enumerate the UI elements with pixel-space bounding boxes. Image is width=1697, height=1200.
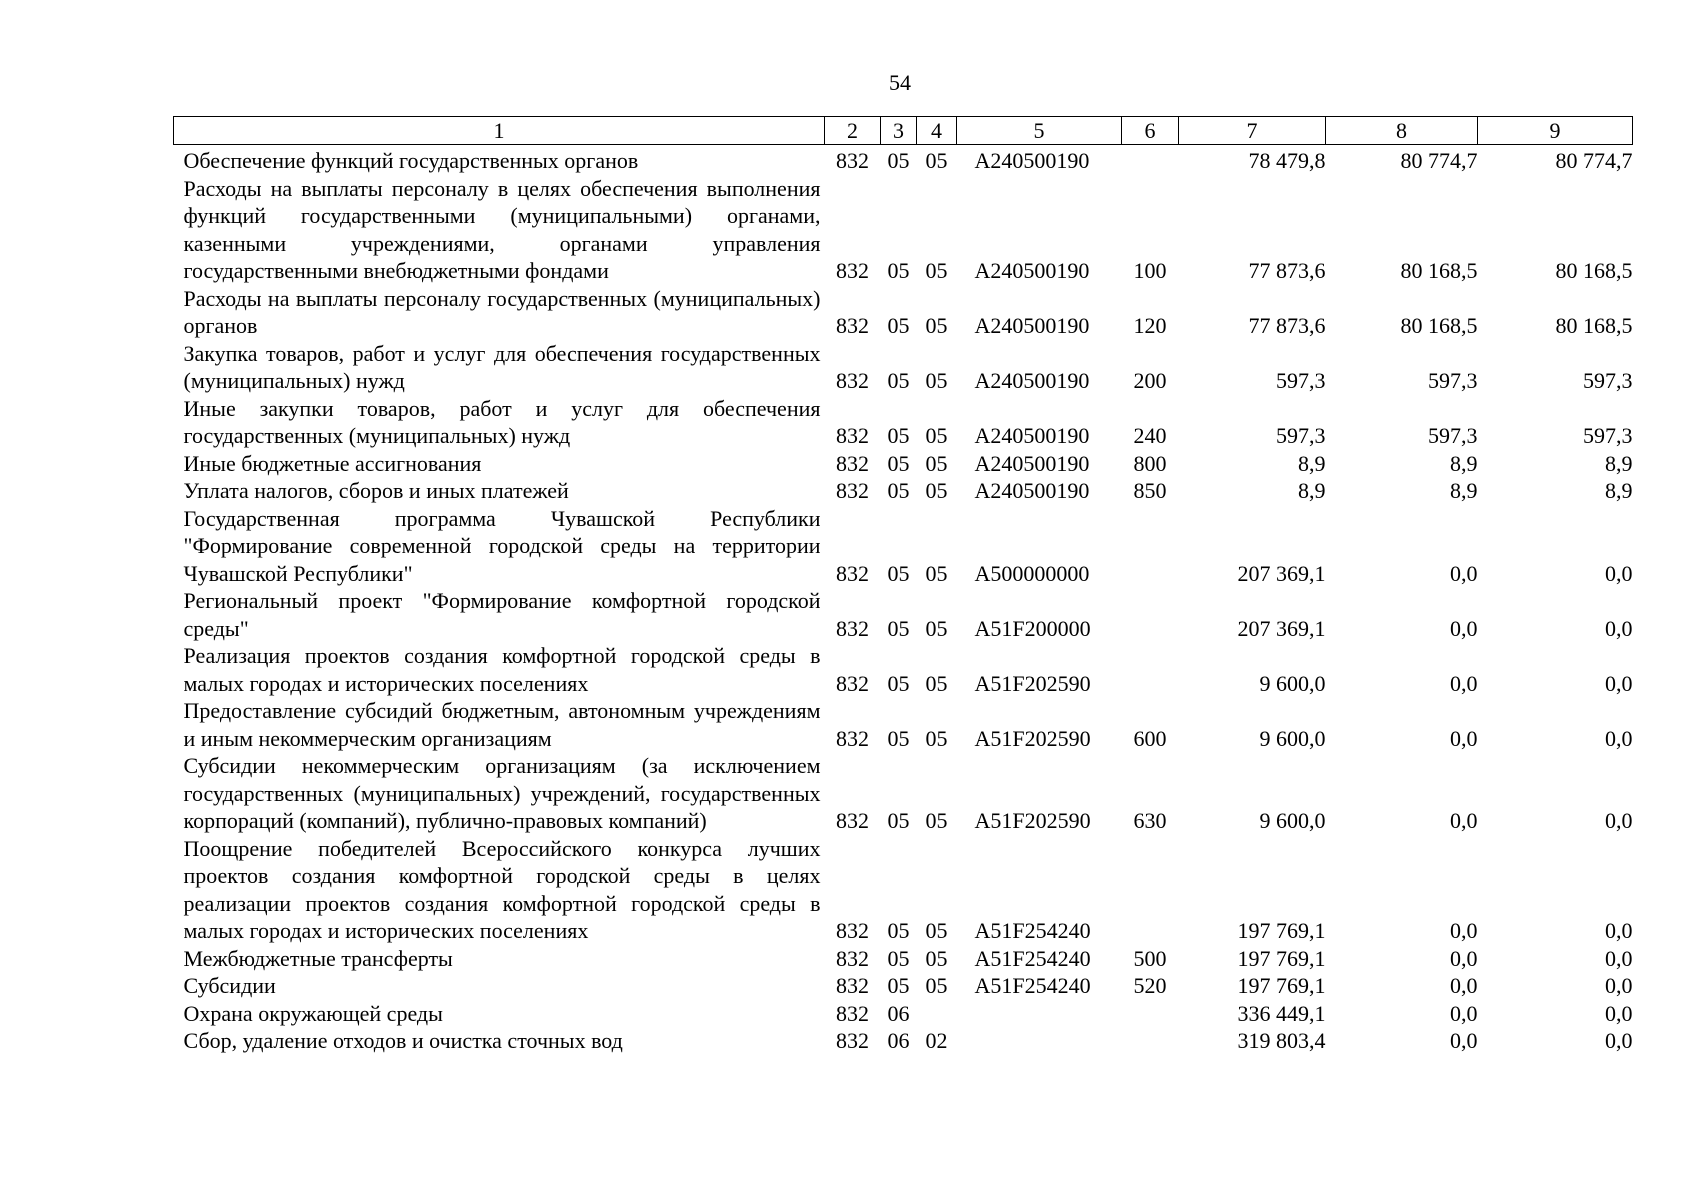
- row-amount-col7: 336 449,1: [1237, 1000, 1326, 1026]
- row-amount-col8: 8,9: [1450, 478, 1478, 503]
- row-amount-col9: 0,0: [1605, 670, 1633, 696]
- row-target-article: [957, 1000, 1122, 1028]
- row-admin-code: 832: [836, 945, 869, 971]
- row-subsection: 05: [925, 478, 948, 503]
- column-header-5: 5: [957, 117, 1122, 145]
- row-expense-type: [1122, 505, 1179, 588]
- row-name: Закупка товаров, работ и услуг для обеспечения государственных (муниципальных) нужд: [183, 340, 821, 393]
- row-amount-col8: 80 774,7: [1400, 148, 1478, 173]
- row-target-article: А51F254240: [974, 918, 1091, 943]
- row-expense-type: 200: [1133, 368, 1167, 393]
- row-subsection: 05: [925, 560, 948, 586]
- row-admin-code: 832: [836, 1000, 869, 1026]
- row-subsection: 02: [925, 1028, 948, 1053]
- row-amount-col8: 597,3: [1428, 423, 1478, 448]
- row-amount-col7: 197 769,1: [1237, 918, 1326, 943]
- row-subsection: 05: [925, 615, 948, 641]
- table-row: [174, 587, 1633, 642]
- row-target-article: А51F202590: [974, 670, 1091, 696]
- row-amount-col9: 0,0: [1605, 1028, 1633, 1053]
- row-section: 05: [887, 258, 910, 283]
- row-subsection: 05: [925, 368, 948, 393]
- row-amount-col8: 0,0: [1450, 560, 1478, 586]
- row-amount-col8: 0,0: [1450, 808, 1478, 833]
- row-admin-code: 832: [836, 560, 869, 586]
- row-amount-col8: 80 168,5: [1400, 313, 1478, 338]
- row-name: Предоставление субсидий бюджетным, автономным учреждениям и иным некоммерческим организациям: [183, 698, 821, 751]
- row-amount-col7: 207 369,1: [1237, 615, 1326, 641]
- row-section: 05: [887, 313, 910, 338]
- row-target-article: [957, 1027, 1122, 1055]
- row-target-article: А240500190: [974, 450, 1090, 476]
- row-target-article: А500000000: [974, 560, 1090, 586]
- column-header-4: 4: [917, 117, 957, 145]
- row-target-article: А240500190: [974, 313, 1090, 338]
- row-section: 05: [887, 945, 910, 971]
- row-amount-col7: 77 873,6: [1248, 313, 1326, 338]
- row-name: Обеспечение функций государственных органов: [183, 148, 639, 173]
- row-amount-col8: 0,0: [1450, 918, 1478, 943]
- row-amount-col9: 0,0: [1605, 615, 1633, 641]
- row-amount-col7: 9 600,0: [1259, 725, 1326, 751]
- row-name: Поощрение победителей Всероссийского конкурса лучших проектов создания комфортной городской среды в целях реализации проектов создания комфортной городской среды в малых городах и исторических поселениях: [183, 835, 821, 943]
- table-row: [174, 395, 1633, 450]
- row-amount-col8: 8,9: [1450, 450, 1478, 476]
- table-row: [174, 752, 1633, 835]
- row-admin-code: 832: [836, 258, 869, 283]
- table-row: [174, 697, 1633, 752]
- row-amount-col8: 0,0: [1450, 973, 1478, 998]
- row-section: 05: [887, 368, 910, 393]
- row-target-article: А240500190: [974, 258, 1090, 283]
- row-expense-type: [1122, 587, 1179, 642]
- row-section: 05: [887, 478, 910, 503]
- row-amount-col9: 597,3: [1583, 423, 1633, 448]
- row-target-article: А51F202590: [974, 725, 1091, 751]
- row-expense-type: 240: [1133, 423, 1167, 448]
- row-amount-col8: 0,0: [1450, 1028, 1478, 1053]
- row-amount-col7: 197 769,1: [1237, 973, 1326, 998]
- row-admin-code: 832: [836, 973, 869, 998]
- row-admin-code: 832: [836, 808, 869, 833]
- row-expense-type: 520: [1133, 973, 1167, 998]
- row-amount-col9: 0,0: [1605, 945, 1633, 971]
- row-target-article: А240500190: [974, 368, 1090, 393]
- row-subsection: 05: [925, 148, 948, 173]
- row-admin-code: 832: [836, 478, 869, 503]
- table-row: [174, 642, 1633, 697]
- row-target-article: А240500190: [974, 423, 1090, 448]
- table-row: [174, 477, 1633, 505]
- table-row: [174, 835, 1633, 945]
- row-amount-col9: 0,0: [1605, 973, 1633, 998]
- page-number: 54: [889, 70, 911, 95]
- row-expense-type: 800: [1133, 450, 1167, 476]
- column-header-8: 8: [1326, 117, 1478, 145]
- row-amount-col8: 0,0: [1450, 615, 1478, 641]
- row-amount-col9: 0,0: [1605, 918, 1633, 943]
- row-section: 05: [887, 560, 910, 586]
- row-subsection: 05: [925, 918, 948, 943]
- row-subsection: 05: [925, 670, 948, 696]
- row-admin-code: 832: [836, 313, 869, 338]
- row-expense-type: [1122, 642, 1179, 697]
- row-admin-code: 832: [836, 368, 869, 393]
- row-section: 06: [887, 1000, 910, 1026]
- table-header-row: [174, 117, 1633, 145]
- row-expense-type: [1122, 1027, 1179, 1055]
- row-name: Государственная программа Чувашской Республики "Формирование современной городской среды на территории Чувашской Республики": [183, 505, 821, 586]
- row-amount-col8: 0,0: [1450, 945, 1478, 971]
- row-expense-type: 500: [1133, 945, 1167, 971]
- row-amount-col9: 80 774,7: [1555, 148, 1633, 173]
- row-name: Иные бюджетные ассигнования: [183, 450, 482, 476]
- row-amount-col8: 597,3: [1428, 368, 1478, 393]
- row-subsection: 05: [925, 258, 948, 283]
- row-expense-type: [1122, 835, 1179, 945]
- row-expense-type: 630: [1133, 808, 1167, 833]
- row-subsection: 05: [925, 973, 948, 998]
- table-row: [174, 175, 1633, 285]
- row-amount-col7: 8,9: [1298, 450, 1326, 476]
- row-amount-col8: 0,0: [1450, 725, 1478, 751]
- row-target-article: А240500190: [974, 148, 1090, 173]
- row-section: 06: [887, 1028, 910, 1053]
- row-amount-col8: 0,0: [1450, 670, 1478, 696]
- row-expense-type: 850: [1133, 478, 1167, 503]
- row-amount-col7: 9 600,0: [1259, 808, 1326, 833]
- row-name: Уплата налогов, сборов и иных платежей: [183, 478, 569, 503]
- row-amount-col7: 77 873,6: [1248, 258, 1326, 283]
- row-admin-code: 832: [836, 670, 869, 696]
- table-body: [174, 145, 1633, 1055]
- row-section: 05: [887, 973, 910, 998]
- row-admin-code: 832: [836, 423, 869, 448]
- row-amount-col9: 0,0: [1605, 808, 1633, 833]
- table-row: [174, 945, 1633, 973]
- row-amount-col9: 0,0: [1605, 1000, 1633, 1026]
- row-section: 05: [887, 148, 910, 173]
- row-amount-col9: 0,0: [1605, 560, 1633, 586]
- row-admin-code: 832: [836, 725, 869, 751]
- row-name: Охрана окружающей среды: [183, 1000, 443, 1026]
- column-header-9: 9: [1478, 117, 1633, 145]
- row-expense-type: 600: [1133, 725, 1167, 751]
- row-name: Расходы на выплаты персоналу в целях обеспечения выполнения функций государственными (муниципальными) органами, казенными учреждениями, органами управления государственными внебюджетными фондами: [183, 175, 821, 283]
- row-section: 05: [887, 808, 910, 833]
- row-amount-col7: 319 803,4: [1237, 1028, 1326, 1053]
- row-amount-col9: 80 168,5: [1555, 258, 1633, 283]
- row-amount-col9: 597,3: [1583, 368, 1633, 393]
- row-subsection: 05: [925, 808, 948, 833]
- row-admin-code: 832: [836, 148, 869, 173]
- row-name: Субсидии некоммерческим организациям (за исключением государственных (муниципальных) учреждений, государственных корпораций (компаний), публично-правовых компаний): [183, 753, 821, 833]
- row-admin-code: 832: [836, 1028, 869, 1053]
- row-expense-type: 120: [1133, 313, 1167, 338]
- row-name: Межбюджетные трансферты: [183, 945, 453, 971]
- table-row: [174, 505, 1633, 588]
- row-name: Субсидии: [183, 973, 276, 998]
- column-header-7: 7: [1179, 117, 1326, 145]
- row-expense-type: [1122, 1000, 1179, 1028]
- row-name: Иные закупки товаров, работ и услуг для обеспечения государственных (муниципальных) нужд: [183, 395, 821, 448]
- row-amount-col7: 9 600,0: [1259, 670, 1326, 696]
- row-amount-col7: 197 769,1: [1237, 945, 1326, 971]
- row-section: 05: [887, 423, 910, 448]
- column-header-1: 1: [174, 117, 825, 145]
- table-row: [174, 1027, 1633, 1055]
- row-amount-col7: 207 369,1: [1237, 560, 1326, 586]
- row-target-article: А240500190: [974, 478, 1090, 503]
- row-amount-col8: 80 168,5: [1400, 258, 1478, 283]
- row-amount-col7: 78 479,8: [1248, 148, 1326, 173]
- row-subsection: 05: [925, 945, 948, 971]
- row-amount-col9: 0,0: [1605, 725, 1633, 751]
- row-target-article: А51F254240: [974, 973, 1091, 998]
- table-row: [174, 1000, 1633, 1028]
- row-subsection: [917, 1000, 957, 1028]
- row-admin-code: 832: [836, 450, 869, 476]
- row-target-article: А51F254240: [974, 945, 1091, 971]
- row-section: 05: [887, 725, 910, 751]
- row-subsection: 05: [925, 725, 948, 751]
- row-admin-code: 832: [836, 918, 869, 943]
- row-subsection: 05: [925, 423, 948, 448]
- row-target-article: А51F200000: [974, 615, 1091, 641]
- row-target-article: А51F202590: [974, 808, 1091, 833]
- budget-table: [173, 116, 1633, 1055]
- row-amount-col9: 8,9: [1605, 450, 1633, 476]
- row-expense-type: 100: [1133, 258, 1167, 283]
- row-name: Региональный проект "Формирование комфортной городской среды": [183, 588, 821, 641]
- row-amount-col9: 80 168,5: [1555, 313, 1633, 338]
- row-subsection: 05: [925, 313, 948, 338]
- row-amount-col7: 597,3: [1276, 368, 1326, 393]
- row-name: Сбор, удаление отходов и очистка сточных вод: [183, 1028, 623, 1053]
- row-section: 05: [887, 918, 910, 943]
- column-header-3: 3: [881, 117, 917, 145]
- row-section: 05: [887, 615, 910, 641]
- row-section: 05: [887, 450, 910, 476]
- row-amount-col9: 8,9: [1605, 478, 1633, 503]
- table-row: [174, 340, 1633, 395]
- table-row: [174, 285, 1633, 340]
- row-amount-col7: 8,9: [1298, 478, 1326, 503]
- row-amount-col7: 597,3: [1276, 423, 1326, 448]
- column-header-2: 2: [825, 117, 881, 145]
- row-expense-type: [1122, 145, 1179, 175]
- table-row: [174, 972, 1633, 1000]
- row-section: 05: [887, 670, 910, 696]
- table-row: [174, 450, 1633, 478]
- row-name: Реализация проектов создания комфортной городской среды в малых городах и исторических поселениях: [183, 643, 821, 696]
- table-row: [174, 145, 1633, 175]
- row-name: Расходы на выплаты персоналу государственных (муниципальных) органов: [183, 285, 821, 338]
- row-admin-code: 832: [836, 615, 869, 641]
- row-subsection: 05: [925, 450, 948, 476]
- column-header-6: 6: [1122, 117, 1179, 145]
- row-amount-col8: 0,0: [1450, 1000, 1478, 1026]
